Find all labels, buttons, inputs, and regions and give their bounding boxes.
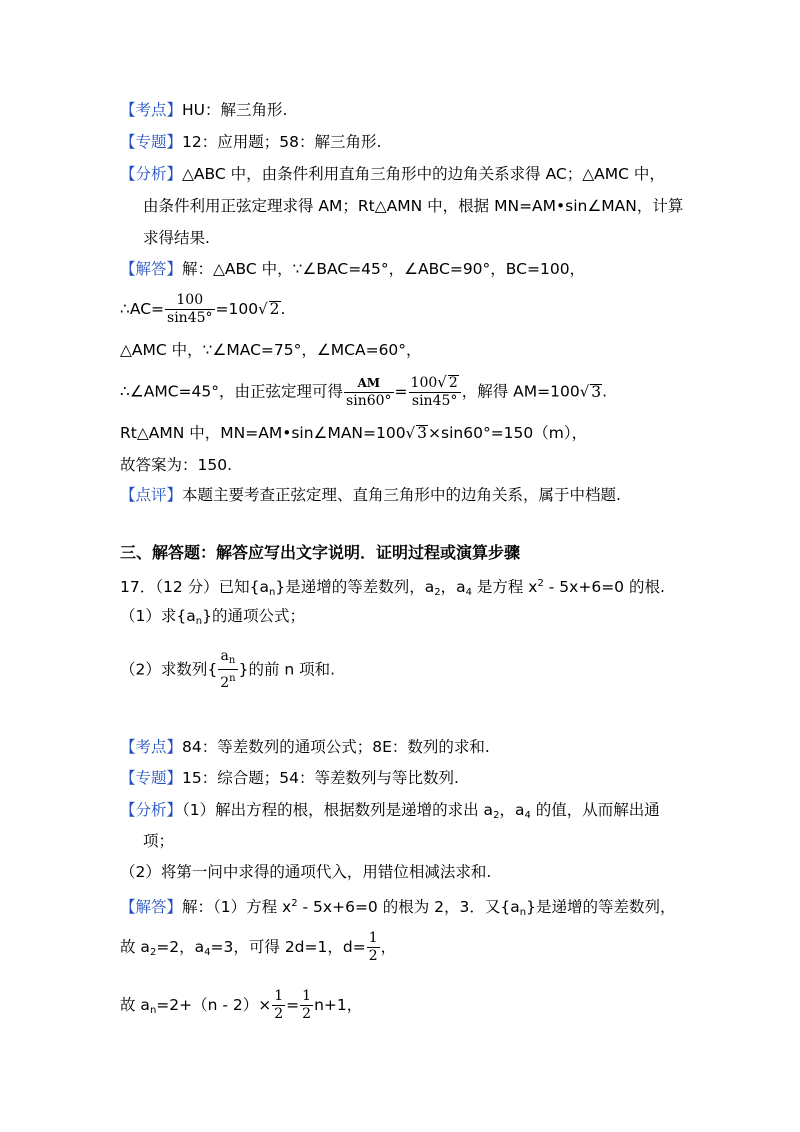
d-equation: 故 $a_2=2$，$a_4=3$，可得 2d=1，d= $\frac{1}{2}$ ， xyxy=(120,930,397,964)
an-fraction-1: $\frac{1}{2}$ xyxy=(274,988,284,1022)
tag-fenxi: 【分析】 xyxy=(120,801,183,819)
tag-zhuanti: 【专题】 xyxy=(120,769,183,787)
amc-line: △AMC 中，∵∠MAC=75°，∠MCA=60°， xyxy=(120,341,422,359)
jieda2-line-1: 【解答】解：（1）方程 $x^2 - 5x+6=0$ 的根为 2，3．又$\{a_n\}$是递增的等差数列， xyxy=(120,898,676,918)
zhuanti-line-1 xyxy=(120,131,381,153)
am-fraction-1: $\frac{AM}{\sin 60^\circ}$ xyxy=(346,375,392,409)
tag-kaodian: 【考点】 xyxy=(120,101,183,119)
tag-jieda: 【解答】 xyxy=(120,898,183,916)
q17-part2: （2）求数列{ $\frac{a_n}{2^n}$ }的前 n 项和. xyxy=(120,648,336,691)
sqrt-sign: √ xyxy=(258,300,268,318)
am-fraction-2: $\frac{100√ 2}{\sin 45^\circ}$ xyxy=(409,374,461,410)
kaodian-line-1 xyxy=(120,99,287,121)
fenxi-line-3: 求得结果. xyxy=(143,229,210,247)
ac-fraction: $\frac{100}{\sin 45^\circ}$ xyxy=(167,292,213,326)
answer-line: 故答案为：150. xyxy=(120,456,233,474)
fenxi-text-1: △ABC 中，由条件利用直角三角形中的边角关系求得 AC；△AMC 中， xyxy=(182,165,665,183)
q17-part1: （1）求$\{a_n\}$的通项公式； xyxy=(120,607,305,627)
mn-equation: Rt△AMN 中，MN=AM•sin∠MAN=100√ 3×sin60°=150（m）， xyxy=(120,424,588,442)
kaodian-line-2 xyxy=(120,736,490,758)
ac-equation: ∴AC= $\frac{100}{\sin 45^\circ}$ =100√ 2. xyxy=(120,292,286,326)
fenxi2-line-3: （2）将第一问中求得的通项代入，用错位相减法求和. xyxy=(120,863,492,881)
kaodian-text-2: 84：等差数列的通项公式；8E：数列的求和. xyxy=(182,738,490,756)
sqrt-sign: √ xyxy=(405,424,416,442)
tag-kaodian: 【考点】 xyxy=(120,738,183,756)
sqrt-sign: √ xyxy=(579,382,590,401)
fenxi2-line-2: 项； xyxy=(143,832,175,850)
q17-stem: 17．（12 分）已知$\{a_n\}$是递增的等差数列，$a_2$，$a_4$ 是方程 $x^2 - 5x+6=0$ 的根. xyxy=(120,578,665,598)
tag-zhuanti: 【专题】 xyxy=(120,133,183,151)
d-fraction: $\frac{1}{2}$ xyxy=(368,930,378,964)
dianping-line xyxy=(120,484,621,506)
fenxi2-line-1: 【分析】（1）解出方程的根，根据数列是递增的求出 $a_2$，$a_4$ 的值，从而解出通 xyxy=(120,801,660,821)
an-fraction-2: $\frac{1}{2}$ xyxy=(302,988,312,1022)
zhuanti-line-2 xyxy=(120,767,459,789)
section-title: 三、解答题：解答应写出文字说明．证明过程或演算步骤 xyxy=(120,543,521,562)
jieda-text-1: 解：△ABC 中，∵∠BAC=45°，∠ABC=90°，BC=100， xyxy=(182,260,586,278)
sqrt-sign: √ xyxy=(437,373,447,391)
zhuanti-text: 12：应用题；58：解三角形. xyxy=(182,133,382,151)
zhuanti-text-2: 15：综合题；54：等差数列与等比数列. xyxy=(182,769,459,787)
tag-fenxi: 【分析】 xyxy=(120,165,183,183)
jieda-line-1 xyxy=(120,258,585,280)
dianping-text: 本题主要考查正弦定理、直角三角形中的边角关系，属于中档题. xyxy=(182,486,621,504)
tag-dianping: 【点评】 xyxy=(120,486,183,504)
am-equation: ∴∠AMC=45°，由正弦定理可得 $\frac{AM}{\sin 60^\circ}$ = $\frac{100√ 2}{\sin 45^\circ}$ ，解得 AM=100√ 3. xyxy=(120,373,608,409)
kaodian-text: HU：解三角形. xyxy=(182,101,288,119)
an-equation: 故 $a_n=2+(n - 2)\times$ $\frac{1}{2}$ = $\frac{1}{2}$ n+1， xyxy=(120,988,363,1022)
fenxi-line-1 xyxy=(120,163,665,185)
fenxi-line-2: 由条件利用正弦定理求得 AM；Rt△AMN 中，根据 MN=AM•sin∠MAN，计算 xyxy=(143,197,684,215)
tag-jieda: 【解答】 xyxy=(120,260,183,278)
q2-fraction: $\frac{a_n}{2^n}$ xyxy=(220,648,236,691)
